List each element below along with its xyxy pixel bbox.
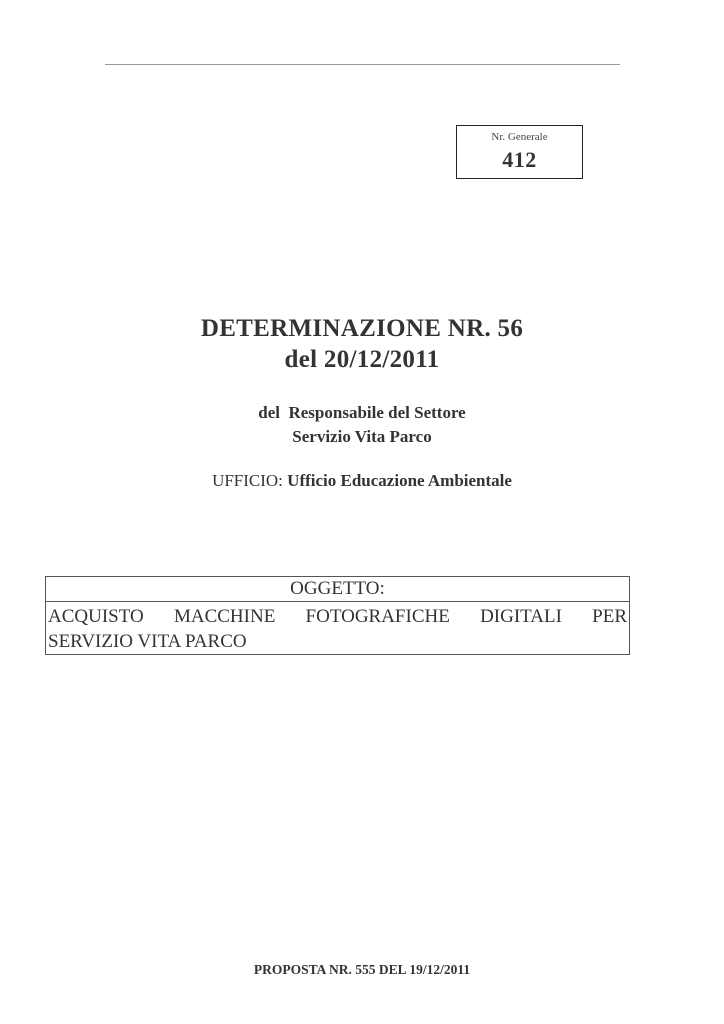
oggetto-text-line1: ACQUISTO MACCHINE FOTOGRAFICHE DIGITALI PER	[48, 606, 627, 627]
numero-generale-box	[456, 125, 583, 179]
settore-name: Servizio Vita Parco	[292, 427, 432, 446]
oggetto-text	[46, 602, 629, 654]
numero-generale-label: Nr. Generale	[491, 131, 548, 143]
determinazione-date: del 20/12/2011	[284, 346, 440, 373]
numero-generale-value: 412	[502, 147, 537, 172]
ufficio-line	[0, 471, 724, 491]
ufficio-label: UFFICIO:	[212, 471, 283, 490]
oggetto-text-line2: SERVIZIO VITA PARCO	[48, 631, 247, 652]
ufficio-name: Ufficio Educazione Ambientale	[287, 471, 512, 490]
responsabile-line: del Responsabile del Settore	[258, 403, 466, 422]
determinazione-title: DETERMINAZIONE NR. 56	[200, 315, 524, 342]
oggetto-box	[45, 576, 630, 655]
top-divider	[105, 64, 620, 65]
oggetto-heading: OGGETTO:	[46, 577, 629, 602]
proposta-footer: PROPOSTA NR. 555 DEL 19/12/2011	[253, 962, 471, 977]
